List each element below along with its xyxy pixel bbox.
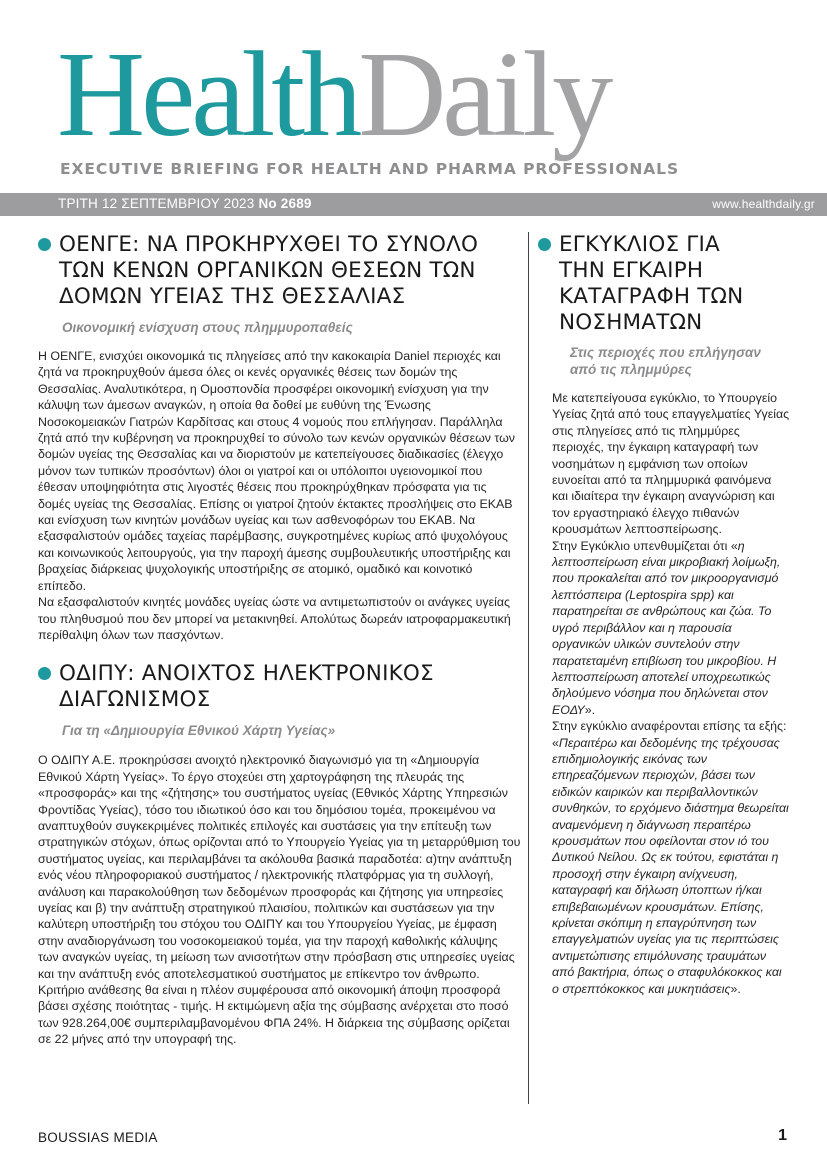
logo-health: Health	[57, 27, 359, 162]
quote-end: ».	[584, 702, 596, 717]
column-divider	[528, 232, 529, 1104]
article-body: Ο ΟΔΙΠΥ Α.Ε. προκηρύσσει ανοιχτό ηλεκτρονικό διαγωνισμό για τη «Δημιουργία Εθνικού Χάρτη Υγείας». Το έργο στοχεύει στη χαρτογράφηση της πλευράς της «προσφοράς» και της «ζήτησης» του συστήματος υγείας (Εθνικός Χάρτης Υπηρεσιών Φροντίδας Υγείας), τόσο του ιδιωτικού όσο και του δημόσιου τομέα, προκειμένου να αναπτυχθούν συγκεκριμένες πολιτικές επιλογές και συστάσεις για την επίτευξη των στρατηγικών στόχων, όπως ορίζονται από το Υπουργείο Υγείας για τη μεταρρύθμιση του συστήματος υγείας, και περιλαμβάνει τα ακόλουθα βασικά παραδοτέα: α)την ανάπτυξη ενός νέου πληροφοριακού συστήματος / ηλεκτρονικής πλατφόρμας για τη συλλογή, ανάλυση και παρακολούθηση των δεδομένων προσφοράς και ζήτησης για υπηρεσίες υγείας και β) την ανάπτυξη στρατηγικού πλαισίου, πολιτικών και συστάσεων για την καλύτερη υποστήριξη του στόχου του ΟΔΙΠΥ και του Υπουργείου Υγείας, με έμφαση στην αναδιοργάνωση του νοσοκομειακού τομέα, για την παροχή καθολικής κάλυψης των αναγκών υγείας, τη μείωση των ανισοτήτων στην πρόσβαση στις υπηρεσίες υγείας και την ανάπτυξη ενός αποτελεσματικού συστήματος με επίκεντρο τον άνθρωπο. Κριτήριο ανάθεσης θα είναι η πλέον συμφέρουσα από οικονομική άποψη προσφορά βάσει σχέσης ποιότητας - τιμής. Η εκτιμώμενη αξία της σύμβασης ανέρχεται στο ποσό των 928.264,00€ συμπεριλαμβανομένου ΦΠΑ 24%. Η διάρκεια της σύμβασης ορίζεται σε 22 μήνες από την υπογραφή της.	[38, 753, 521, 1047]
bullet-dot-icon	[38, 667, 51, 680]
page-number: 1	[778, 1127, 787, 1144]
article-title: ΟΕΝΓΕ: ΝΑ ΠΡΟΚΗΡΥΧΘΕΙ ΤΟ ΣΥΝΟΛΟ ΤΩΝ ΚΕΝΩΝ ΟΡΓΑΝΙΚΩΝ ΘΕΣΕΩΝ ΤΩΝ ΔΟΜΩΝ ΥΓΕΙΑΣ ΤΗΣ ΘΕΣΣΑΛΙΑΣ	[59, 232, 479, 309]
article-title: ΟΔΙΠΥ: ΑΝΟΙΧΤΟΣ ΗΛΕΚΤΡΟΝΙΚΟΣ ΔΙΑΓΩΝΙΣΜΟΣ	[59, 661, 434, 713]
article-title-row	[38, 232, 521, 310]
right-column	[538, 232, 790, 997]
publisher: BOUSSIAS MEDIA	[38, 1130, 158, 1145]
quote-text: Περαιτέρω και δεδομένης της τρέχουσας επιδημιολογικής εικόνας των επηρεαζόμενων περιοχών, βάσει των ειδικών καιρικών και περιβαλλοντικών συνθηκών, το ερχόμενο διάστημα θεωρείται αναμενόμενη η διάγνωση περαιτέρω κρουσμάτων που οφείλονται στον ιό του Δυτικού Νείλου. Ως εκ τούτου, εφιστάται η προσοχή στην έγκαιρη ανίχνευση, καταγραφή και δήλωση ύποπτων ή/και επιβεβαιωμένων κρουσμάτων. Επίσης, κρίνεται σκόπιμη η επαγρύπνηση των επαγγελματιών υγείας για τις περιπτώσεις αντιμετώπισης επιμόλυνσης τραυμάτων από βακτήρια, όπως ο σταφυλόκοκκος και ο στρεπτόκοκκος και μυκητιάσεις	[552, 735, 789, 996]
left-column	[38, 232, 521, 1048]
tagline: EXECUTIVE BRIEFING FOR HEALTH AND PHARMA PROFESSIONALS	[60, 160, 680, 178]
issue-date: ΤΡΙΤΗ 12 ΣΕΠΤΕΜΒΡΙΟΥ 2023	[58, 196, 255, 211]
article-body-quote	[538, 538, 790, 718]
article-body-quote	[538, 718, 790, 997]
article-title: ΕΓΚΥΚΛΙΟΣ ΓΙΑ ΤΗΝ ΕΓΚΑΙΡΗ ΚΑΤΑΓΡΑΦΗ ΤΩΝ ΝΟΣΗΜΑΤΩΝ	[559, 232, 744, 335]
article-subtitle: Για τη «Δημιουργία Εθνικού Χάρτη Υγείας»	[62, 723, 336, 739]
quote-end: ».	[730, 981, 741, 996]
article-egkyklios	[538, 232, 790, 997]
article-subtitle: Στις περιοχές που επλήγησαν από τις πλημμύρες	[570, 345, 761, 377]
article-title-row	[38, 661, 521, 713]
article-title-row	[538, 232, 790, 336]
quote-text: η λεπτοσπείρωση είναι μικροβιακή λοίμωξη, που προκαλείται από τον μικροοργανισμό λεπτόσπειρα (Leptospira spp) και παρατηρείται σε ανθρώπους και ζώα. Το υγρό περιβάλλον και η παρουσία οργανικών υλικών συντελούν στην παρατεταμένη επιβίωση του μικροβίου. Η λεπτοσπείρωση αποτελεί υποχρεωτικώς δηλούμενο νόσημα που δηλώνεται στον ΕΟΔΥ	[552, 538, 781, 717]
article-body: Να εξασφαλιστούν κινητές μονάδες υγείας ώστε να αντιμετωπιστούν οι ανάγκες υγείας του πληθυσμού που δεν μπορεί να μετακινηθεί. Απολύτως δωρεάν ιατροφαρμακευτική περίθαλψη όλων των πασχόντων.	[38, 595, 511, 642]
article-oenge	[38, 232, 521, 643]
website-link[interactable]: www.healthdaily.gr	[712, 197, 815, 211]
article-body: Με κατεπείγουσα εγκύκλιο, το Υπουργείο Υγείας ζητά από τους επαγγελματίες Υγείας στις πληγείσες από τις πλημμύρες περιοχές, την έγκαιρη καταγραφή των νοσημάτων η εμφάνιση των οποίων ευνοείται από τα πλημμυρικά φαινόμενα και ιδιαίτερα την έγκαιρη αναγνώριση και τον εργαστηριακό έλεγχο πιθανών κρουσμάτων λεπτοσπείρωσης.	[552, 391, 790, 537]
logo	[57, 27, 610, 162]
logo-daily: Daily	[358, 27, 610, 162]
quote-intro: Στην Εγκύκλιο υπενθυμίζεται ότι «	[552, 538, 738, 553]
date-bar	[0, 193, 827, 216]
issue-date-line	[58, 196, 312, 211]
article-body: Η ΟΕΝΓΕ, ενισχύει οικονομικά τις πληγείσες από την κακοκαιρία Daniel περιοχές και ζητά να προκηρυχθούν άμεσα όλες οι κενές οργανικές θέσεις των δομών της Θεσσαλίας. Αναλυτικότερα, η Ομοσπονδία προσφέρει οικονομική ενίσχυση για την κάλυψη των άμεσων αναγκών, η οποία θα δοθεί με ευθύνη της Ένωσης Νοσοκομειακών Γιατρών Καρδίτσας και στους 4 νομούς που επλήγησαν. Παράλληλα ζητά από την κυβέρνηση να προκηρυχθεί το σύνολο των κενών οργανικών θέσεων των δομών υγείας της Θεσσαλίας και να διοριστούν με κατεπείγουσες διαδικασίες (έλεγχο μόνον των τυπικών προσόντων) όλοι οι γιατροί και οι υπόλοιποι υγειονομικοί που έθεσαν υποψηφιότητα στις λιγοστές θέσεις που προκηρύχθηκαν πρόσφατα για τις δομές υγείας της Θεσσαλίας. Επίσης οι γιατροί ζητούν έκτακτες προσλήψεις στο ΕΚΑΒ και ενίσχυση των κινητών μονάδων υγείας και των ασθενοφόρων του ΕΚΑΒ. Να εξασφαλιστούν ομάδες ταχείας παρέμβασης, συγκροτημένες κυρίως από ψυχολόγους και κοινωνικούς λειτουργούς, για την παροχή άμεσης συμβουλευτικής υποστήριξης και βραχείας διάρκειας ψυχολογικής υποστήριξης σε ατομικό, ομαδικό και κοινοτικό επίπεδο.	[38, 349, 515, 593]
article-odipy	[38, 661, 521, 1047]
article-subtitle: Οικονομική ενίσχυση στους πλημμυροπαθείς	[62, 320, 353, 335]
bullet-dot-icon	[38, 238, 51, 251]
bullet-dot-icon	[538, 238, 551, 251]
quote-intro: Στην εγκύκλιο αναφέρονται επίσης τα εξής: «	[552, 719, 787, 750]
issue-number: No 2689	[258, 196, 312, 211]
